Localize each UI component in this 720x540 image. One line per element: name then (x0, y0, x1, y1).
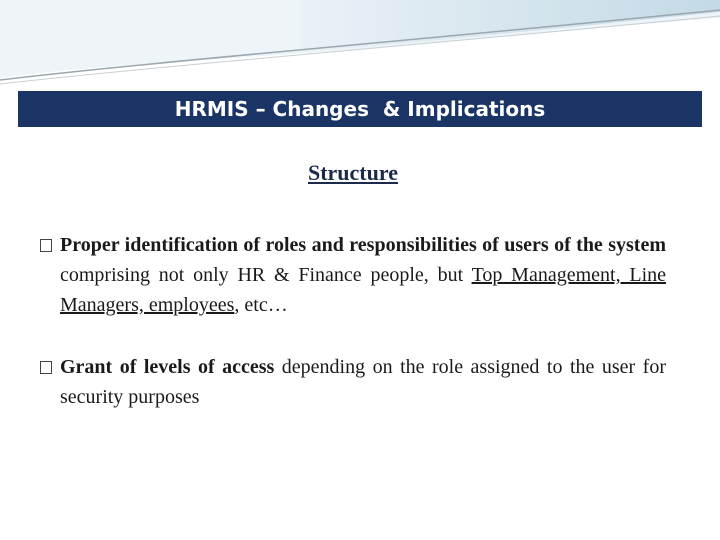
bullet-item (38, 230, 666, 320)
title-bar (18, 91, 702, 127)
square-bullet-icon (40, 361, 52, 374)
header-swoosh-decoration (0, 0, 720, 90)
bullet-list (38, 230, 666, 412)
bullet-text: depending on the role assigned to the user for security purposes (60, 356, 666, 408)
bullet-underlined-text: Top Management, Line Managers, employees (60, 264, 667, 316)
bullet-item (38, 352, 666, 412)
bullet-bold-text: Proper identification of roles and responsibilities of users of the system (60, 234, 666, 256)
slide-title: HRMIS – Changes & Implications (174, 97, 546, 121)
section-subtitle: Structure (307, 160, 399, 185)
square-bullet-icon (40, 239, 52, 252)
bullet-bold-text: Grant of levels of access (60, 356, 275, 378)
bullet-text-end: , etc… (234, 294, 288, 316)
bullet-text: comprising not only HR & Finance people, but (60, 264, 472, 286)
